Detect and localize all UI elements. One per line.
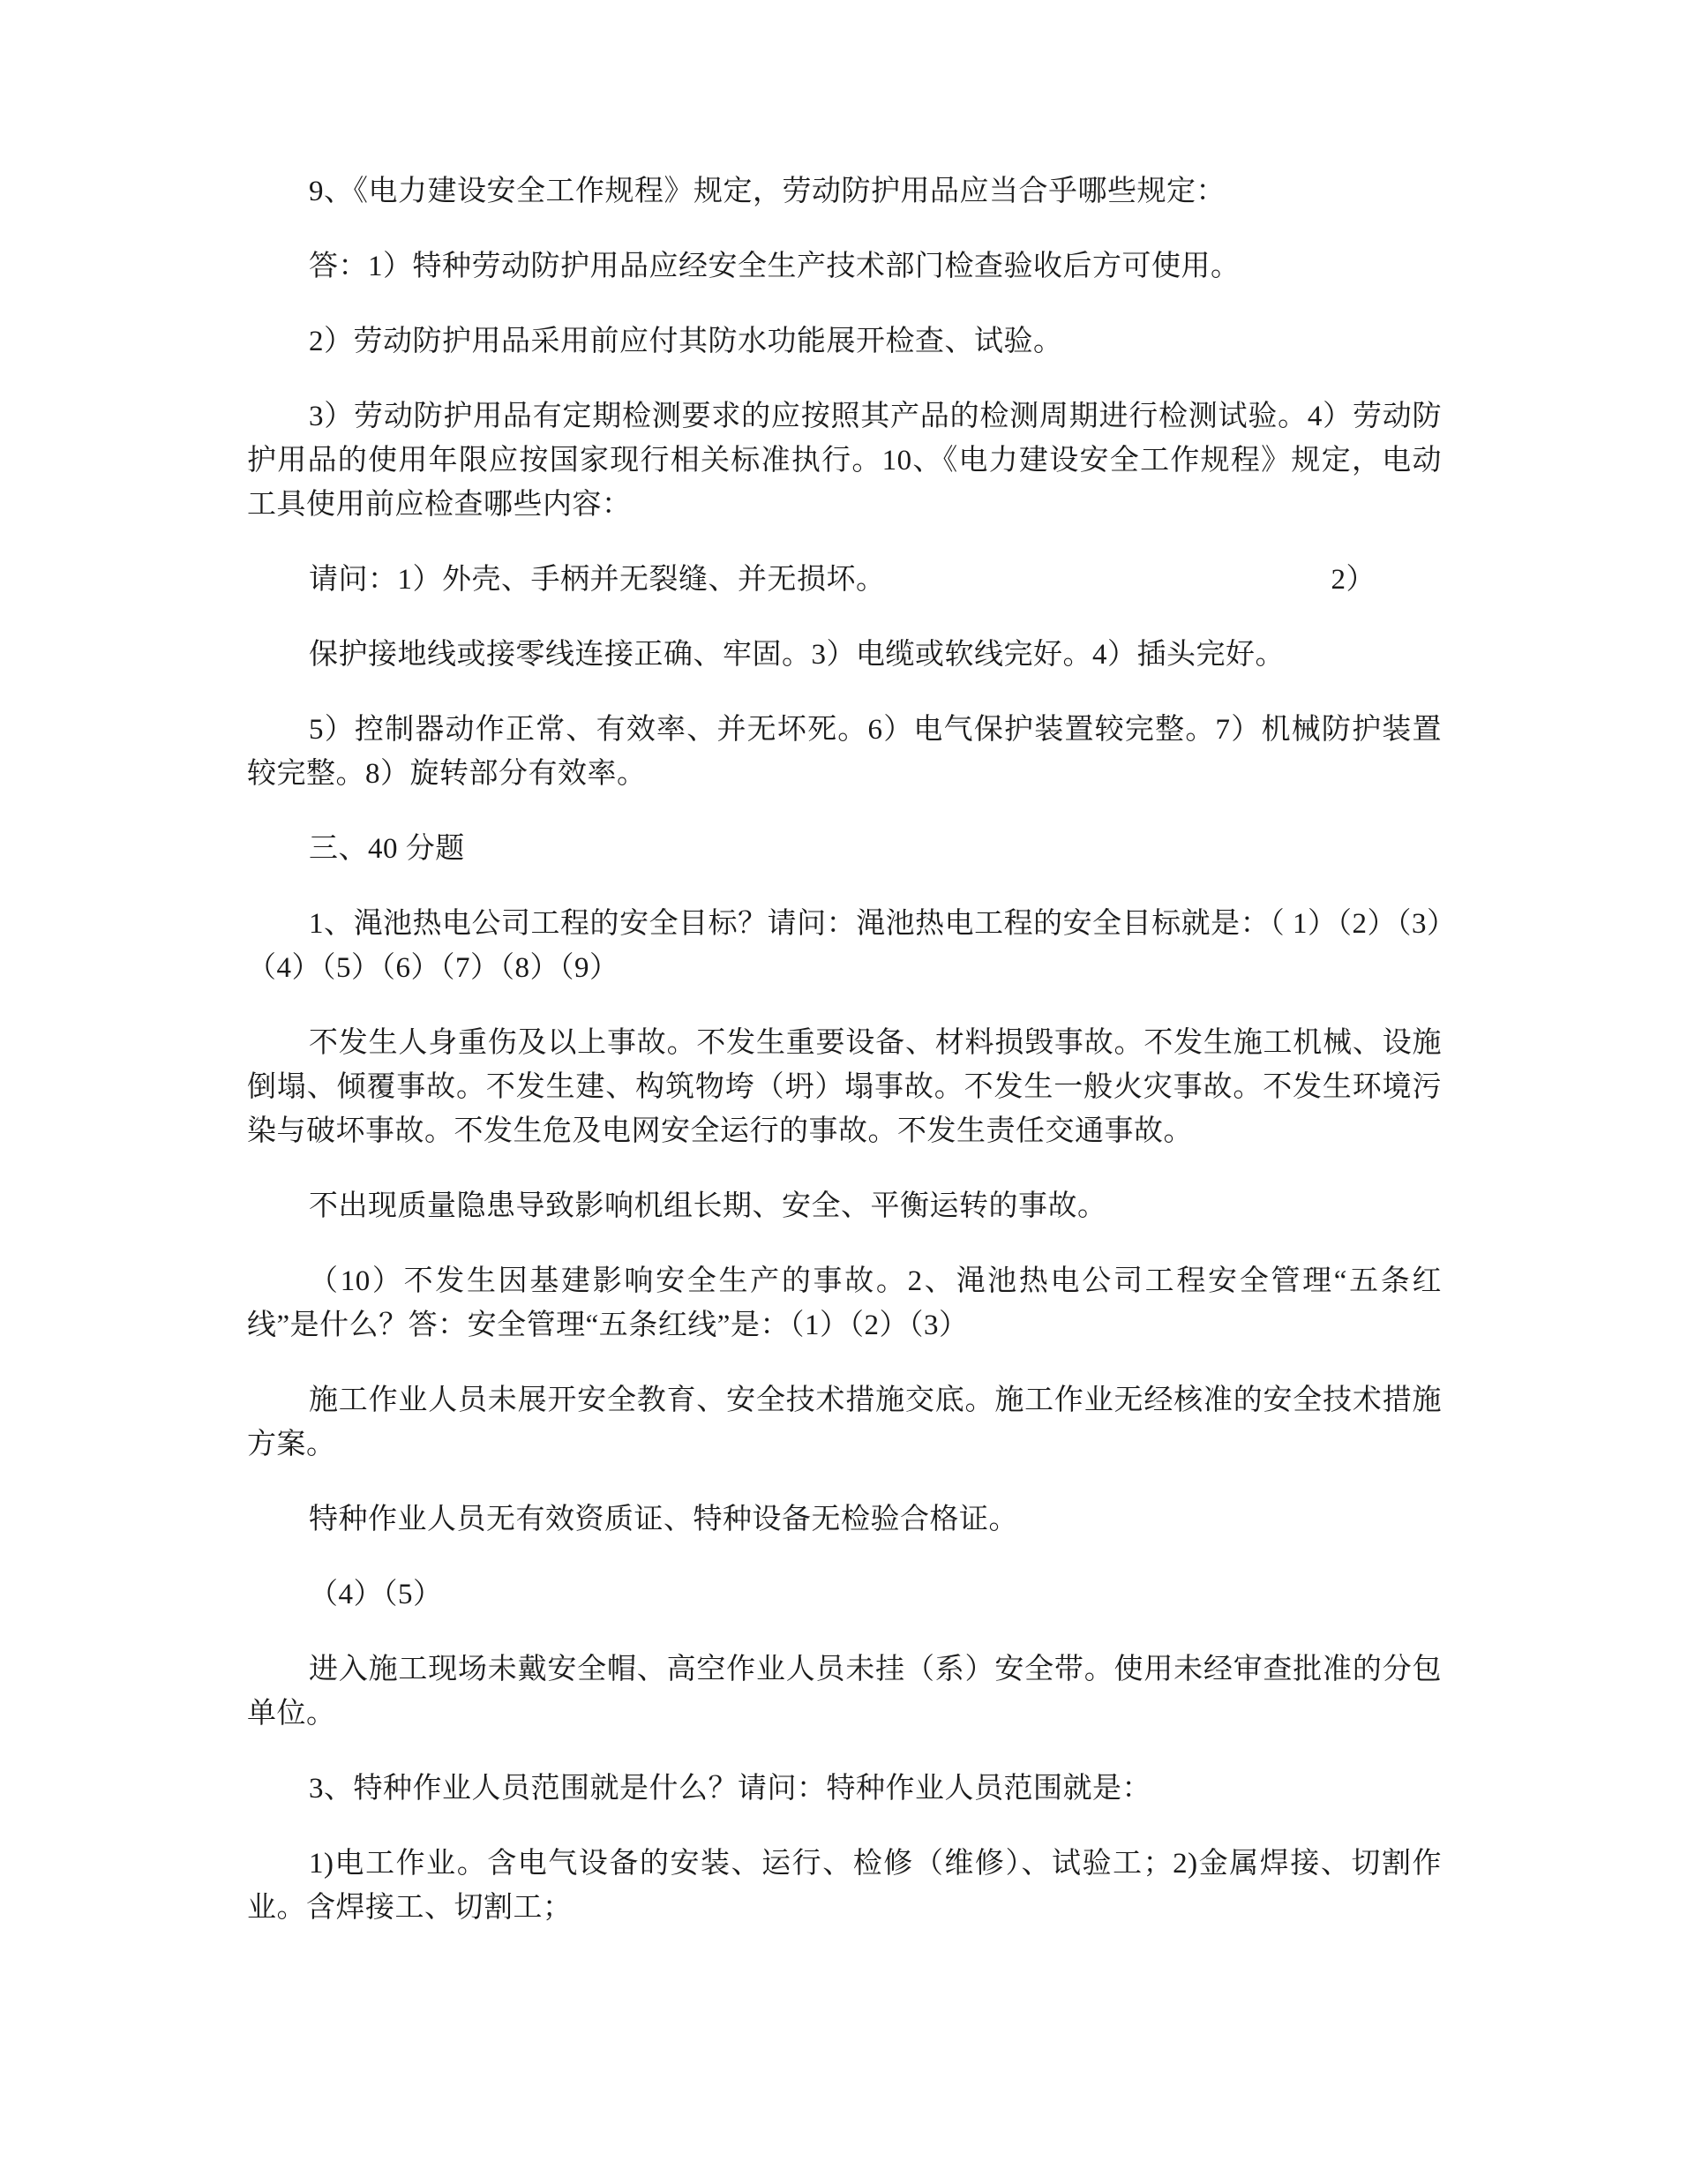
answer-10-item-1-text: 请问：1）外壳、手柄并无裂缝、并无损坏。 [309, 564, 886, 596]
paragraph-safety-goal-quality: 不出现质量隐患导致影响机组长期、安全、平衡运转的事故。 [309, 1190, 1107, 1222]
answer-10-item-2-marker: 2） [1331, 564, 1376, 596]
paragraph-question-9: 9、《电力建设安全工作规程》规定，劳动防护用品应当合乎哪些规定： [309, 176, 1226, 207]
paragraph-question-1-safety-goals: 1、渑池热电公司工程的安全目标？请问：渑池热电工程的安全目标就是：（ 1）（2）（3）（4）（5）（6）（7）（8）（9） [247, 908, 1442, 984]
paragraph-answer-9-items-3-4-question-10: 3）劳动防护用品有定期检测要求的应按照其产品的检测周期进行检测试验。4）劳动防护用品的使用年限应按国家现行相关标准执行。10、《电力建设安全工作规程》规定，电动工具使用前应检查哪些内容： [247, 401, 1442, 521]
section-heading-40-point: 三、40 分题 [309, 833, 465, 865]
paragraph-answer-10-items-2-4: 保护接地线或接零线连接正确、牢固。3）电缆或软线完好。4）插头完好。 [309, 639, 1285, 671]
paragraph-special-workers-items-1-2: 1)电工作业。含电气设备的安装、运行、检修（维修）、试验工；2)金属焊接、切割作业。含焊接工、切割工； [247, 1848, 1442, 1924]
paragraph-red-lines-2: 特种作业人员无有效资质证、特种设备无检验合格证。 [309, 1504, 1018, 1535]
justify-gap [886, 588, 1331, 589]
paragraph-red-lines-1: 施工作业人员未展开安全教育、安全技术措施交底。施工作业无经核准的安全技术措施方案。 [247, 1385, 1442, 1460]
paragraph-red-lines-markers-4-5: （4）（5） [309, 1579, 443, 1610]
document-body [247, 169, 1442, 1930]
paragraph-answer-9-item-2: 2）劳动防护用品采用前应付其防水功能展开检查、试验。 [309, 326, 1063, 357]
paragraph-answer-10-items-5-8: 5）控制器动作正常、有效率、并无坏死。6）电气保护装置较完整。7）机械防护装置较完整。8）旋转部分有效率。 [247, 714, 1443, 790]
paragraph-answer-10-item-1 [247, 558, 1442, 602]
paragraph-answer-9-item-1: 答：1）特种劳动防护用品应经安全生产技术部门检查验收后方可使用。 [309, 251, 1241, 282]
paragraph-safety-goals-list: 不发生人身重伤及以上事故。不发生重要设备、材料损毁事故。不发生施工机械、设施倒塌、倾覆事故。不发生建、构筑物垮（坍）塌事故。不发生一般火灾事故。不发生环境污染与破坏事故。不发生危及电网安全运行的事故。不发生责任交通事故。 [247, 1027, 1442, 1147]
paragraph-goal-10-question-2-red-lines: （10）不发生因基建影响安全生产的事故。2、渑池热电公司工程安全管理“五条红线”是什么？答：安全管理“五条红线”是：（1）（2）（3） [247, 1265, 1442, 1341]
paragraph-question-3-special-workers: 3、特种作业人员范围就是什么？请问：特种作业人员范围就是： [309, 1773, 1151, 1805]
paragraph-red-lines-3: 进入施工现场未戴安全帽、高空作业人员未挂（系）安全带。使用未经审查批准的分包单位。 [247, 1654, 1442, 1730]
